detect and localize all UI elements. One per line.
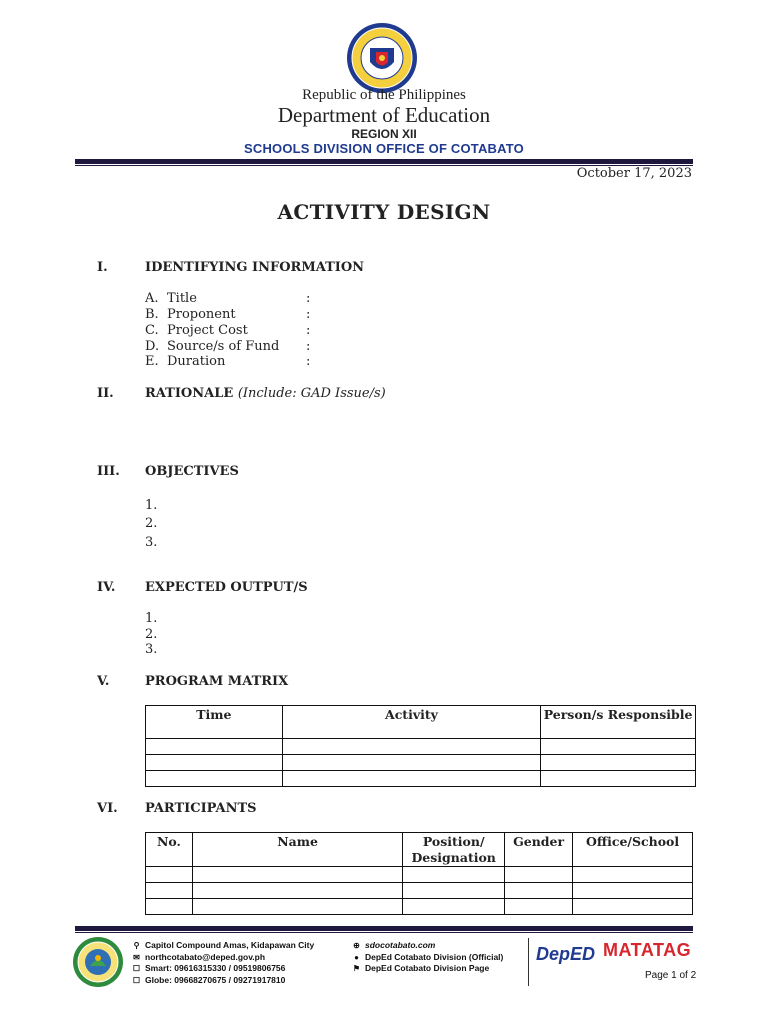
address-row xyxy=(132,940,314,952)
section-2-title xyxy=(145,386,386,401)
table-cell[interactable] xyxy=(505,899,573,915)
section-2-number: II. xyxy=(97,386,114,401)
field-colon: : xyxy=(306,291,311,306)
section-1-number: I. xyxy=(97,260,108,275)
field-label-proponent: Proponent xyxy=(167,307,236,322)
table-cell[interactable] xyxy=(146,867,193,883)
table-cell[interactable] xyxy=(146,739,283,755)
division-seal-logo xyxy=(72,936,124,988)
column-header-name: Name xyxy=(192,833,402,867)
email-row xyxy=(132,952,314,964)
phone-icon: ☐ xyxy=(132,975,141,985)
column-header-time: Time xyxy=(146,706,283,739)
table-cell[interactable] xyxy=(146,883,193,899)
table-row xyxy=(146,739,696,755)
section-6-number: VI. xyxy=(97,801,118,816)
table-cell[interactable] xyxy=(146,771,283,787)
section-6-title: PARTICIPANTS xyxy=(145,801,257,816)
website-row xyxy=(352,940,503,952)
table-cell[interactable] xyxy=(541,771,696,787)
table-cell[interactable] xyxy=(282,755,540,771)
field-label-title: Title xyxy=(167,291,197,306)
smart-row xyxy=(132,963,314,975)
globe-text: Globe: 09668270675 / 09271917810 xyxy=(145,974,286,985)
division-heading: SCHOOLS DIVISION OFFICE OF COTABATO xyxy=(243,141,524,156)
smart-text: Smart: 09616315330 / 09519806756 xyxy=(145,963,286,973)
table-cell[interactable] xyxy=(541,739,696,755)
website-text[interactable]: sdocotabato.com xyxy=(365,940,436,950)
table-cell[interactable] xyxy=(146,899,193,915)
table-row xyxy=(146,899,693,915)
table-row xyxy=(146,755,696,771)
field-letter: D. xyxy=(145,339,160,354)
field-label-duration: Duration xyxy=(167,354,226,369)
email-text[interactable]: northcotabato@deped.gov.ph xyxy=(145,951,266,962)
table-cell[interactable] xyxy=(192,867,402,883)
field-letter: E. xyxy=(145,354,159,369)
column-header-no: No. xyxy=(146,833,193,867)
document-title: ACTIVITY DESIGN xyxy=(277,200,491,224)
table-row xyxy=(146,867,693,883)
table-header-row xyxy=(146,706,696,739)
output-item: 2. xyxy=(145,627,158,642)
field-colon: : xyxy=(306,354,311,369)
table-row xyxy=(146,883,693,899)
phone-icon: ☐ xyxy=(132,964,141,973)
section-5-number: V. xyxy=(97,674,110,689)
table-header-row xyxy=(146,833,693,867)
location-pin-icon: ⚲ xyxy=(133,941,140,950)
program-matrix-table xyxy=(145,705,696,787)
table-cell[interactable] xyxy=(282,739,540,755)
section-3-title: OBJECTIVES xyxy=(145,464,239,479)
field-colon: : xyxy=(306,323,311,338)
column-header-persons-responsible: Person/s Responsible xyxy=(541,706,696,739)
objective-item: 2. xyxy=(145,516,158,531)
table-cell[interactable] xyxy=(146,755,283,771)
column-header-office-school: Office/School xyxy=(573,833,693,867)
table-cell[interactable] xyxy=(403,899,505,915)
section-1-title: IDENTIFYING INFORMATION xyxy=(145,260,365,275)
matatag-logo: MATATAG xyxy=(603,940,692,960)
field-letter: B. xyxy=(145,307,159,322)
facebook-icon: ● xyxy=(354,952,359,962)
republic-heading: Republic of the Philippines xyxy=(302,87,466,103)
footer-divider-thin xyxy=(75,932,693,933)
table-cell[interactable] xyxy=(573,899,693,915)
globe-icon: ⊕ xyxy=(353,941,360,950)
department-heading: Department of Education xyxy=(277,103,491,127)
table-cell[interactable] xyxy=(403,883,505,899)
table-cell[interactable] xyxy=(541,755,696,771)
email-icon: ✉ xyxy=(133,952,140,962)
objective-item: 1. xyxy=(145,498,158,513)
participants-table xyxy=(145,832,693,915)
region-heading: REGION XII xyxy=(351,127,417,141)
facebook-official-text[interactable]: DepEd Cotabato Division (Official) xyxy=(365,951,504,962)
footer-divider xyxy=(75,926,693,931)
footer-separator xyxy=(528,938,529,986)
field-label-project-cost: Project Cost xyxy=(167,323,248,338)
output-item: 3. xyxy=(145,642,158,657)
section-4-title: EXPECTED OUTPUT/S xyxy=(145,580,308,595)
section-5-title: PROGRAM MATRIX xyxy=(145,674,289,689)
field-colon: : xyxy=(306,307,311,322)
table-row xyxy=(146,771,696,787)
facebook-page-text[interactable]: DepEd Cotabato Division Page xyxy=(365,963,490,973)
online-block xyxy=(352,940,503,975)
table-cell[interactable] xyxy=(573,867,693,883)
table-cell[interactable] xyxy=(573,883,693,899)
document-date: October 17, 2023 xyxy=(576,166,692,181)
globe-row xyxy=(132,975,314,987)
output-item: 1. xyxy=(145,611,158,626)
field-letter: A. xyxy=(145,291,159,306)
flag-icon: ⚑ xyxy=(352,964,361,973)
deped-seal-logo xyxy=(346,22,418,94)
address-text: Capitol Compound Amas, Kidapawan City xyxy=(145,940,315,950)
deped-logo: DepED xyxy=(536,944,596,964)
field-label-source-of-fund: Source/s of Fund xyxy=(167,339,280,354)
page-number: Page 1 of 2 xyxy=(645,970,697,981)
section-4-number: IV. xyxy=(97,580,116,595)
section-2-note: (Include: GAD Issue/s) xyxy=(237,386,386,401)
table-cell[interactable] xyxy=(282,771,540,787)
contact-block xyxy=(132,940,314,986)
section-2-title-text: RATIONALE xyxy=(145,386,234,401)
header-divider xyxy=(75,159,693,164)
table-cell[interactable] xyxy=(505,883,573,899)
facebook-page-row xyxy=(352,963,503,975)
column-header-gender: Gender xyxy=(505,833,573,867)
table-cell[interactable] xyxy=(403,867,505,883)
column-header-activity: Activity xyxy=(282,706,540,739)
objective-item: 3. xyxy=(145,535,158,550)
column-header-position: Position/ Designation xyxy=(403,833,505,867)
field-letter: C. xyxy=(145,323,159,338)
section-3-number: III. xyxy=(97,464,120,479)
facebook-official-row xyxy=(352,952,503,964)
table-cell[interactable] xyxy=(192,899,402,915)
table-cell[interactable] xyxy=(505,867,573,883)
table-cell[interactable] xyxy=(192,883,402,899)
field-colon: : xyxy=(306,339,311,354)
